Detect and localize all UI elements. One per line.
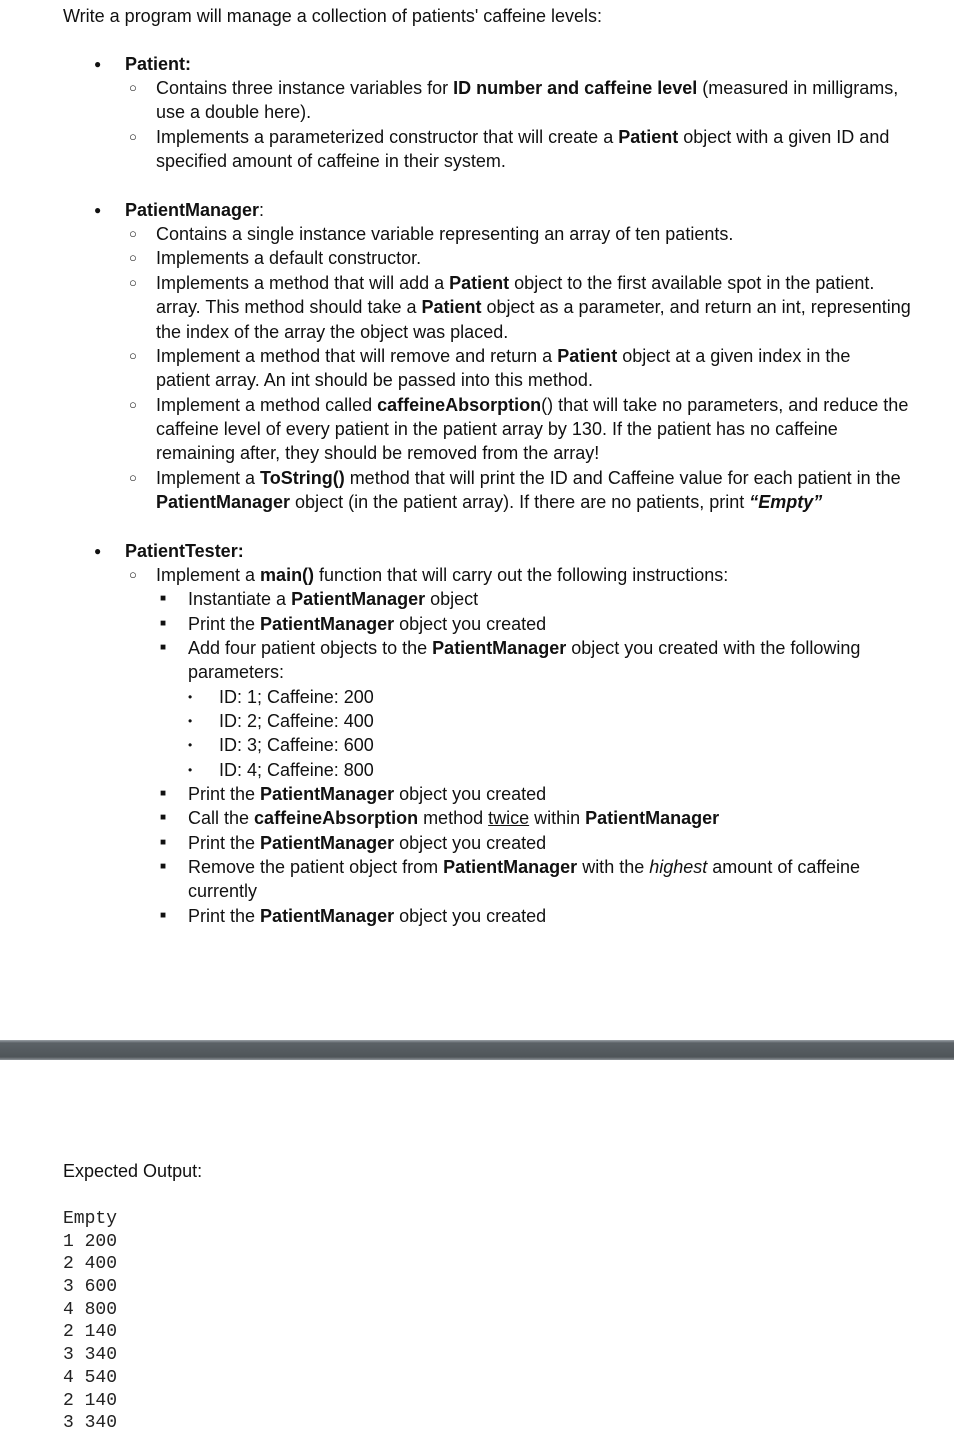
tester-step-3-line-2: parameters: — [188, 662, 285, 682]
bullet-square-icon: ■ — [160, 861, 167, 872]
manager-item-3-line-3: the index of the array the object was placed. — [156, 322, 509, 342]
patient-heading: Patient: — [125, 54, 192, 74]
output-line: 2 140 — [63, 1322, 118, 1343]
tester-step-1: Instantiate a PatientManager object — [188, 589, 479, 609]
bullet-circle-icon: ○ — [129, 275, 137, 290]
section-divider — [0, 1040, 954, 1060]
manager-item-4-line-2: patient array. An int should be passed into this method. — [156, 370, 593, 390]
bullet-dot-icon: ● — [94, 544, 102, 558]
output-line: 4 800 — [63, 1299, 118, 1320]
bullet-circle-icon: ○ — [129, 129, 137, 144]
tester-step-2: Print the PatientManager object you created — [188, 614, 547, 634]
manager-item-3-line-1: Implements a method that will add a Patient object to the first available spot in the patient. — [156, 273, 875, 293]
bullet-square-icon: ■ — [160, 910, 167, 921]
tester-step-5: Call the caffeineAbsorption method twice within PatientManager — [188, 808, 720, 828]
output-line: 3 340 — [63, 1345, 118, 1366]
output-line: 4 540 — [63, 1367, 118, 1388]
bullet-square-icon: ■ — [160, 788, 167, 799]
bullet-square-icon: ■ — [160, 812, 167, 823]
bullet-circle-icon: ○ — [129, 567, 137, 582]
bullet-circle-icon: ○ — [129, 80, 137, 95]
manager-item-4-line-1: Implement a method that will remove and return a Patient object at a given index in the — [156, 346, 851, 366]
patient-item-2-line-1: Implements a parameterized constructor that will create a Patient object with a given ID and — [156, 127, 890, 147]
tester-step-4: Print the PatientManager object you created — [188, 784, 547, 804]
param-item: ID: 3; Caffeine: 600 — [219, 735, 374, 755]
manager-item-2: Implements a default constructor. — [156, 248, 422, 268]
manager-item-5-line-2: caffeine level of every patient in the patient array by 130. If the patient has no caffeine — [156, 419, 838, 439]
patient-item-1-line-1: Contains three instance variables for ID number and caffeine level (measured in milligrams, — [156, 78, 899, 98]
tester-item-1: Implement a main() function that will carry out the following instructions: — [156, 565, 729, 585]
bullet-square-icon: ■ — [160, 642, 167, 653]
output-line: Empty — [63, 1209, 118, 1229]
expected-output-label: Expected Output: — [63, 1161, 203, 1181]
output-line: 1 200 — [63, 1231, 118, 1252]
bullet-square-icon: ■ — [160, 593, 167, 604]
tester-step-7-line-1: Remove the patient object from PatientManager with the highest amount of caffeine — [188, 857, 861, 877]
bullet-dot-icon: • — [188, 738, 193, 752]
bullet-dot-icon: ● — [94, 203, 102, 217]
manager-item-1: Contains a single instance variable representing an array of ten patients. — [156, 224, 734, 244]
param-item: ID: 1; Caffeine: 200 — [219, 687, 374, 707]
output-line: 3 600 — [63, 1277, 118, 1298]
manager-item-5-line-3: remaining after, they should be removed from the array! — [156, 443, 600, 463]
param-item: ID: 4; Caffeine: 800 — [219, 760, 374, 780]
manager-item-6-line-2: PatientManager object (in the patient array). If there are no patients, print “Empty” — [156, 492, 823, 512]
manager-item-3-line-2: array. This method should take a Patient object as a parameter, and return an int, representing — [156, 297, 911, 317]
tester-heading: PatientTester: — [125, 541, 244, 561]
bullet-dot-icon: ● — [94, 57, 102, 71]
output-line: 3 340 — [63, 1413, 118, 1434]
bullet-dot-icon: • — [188, 690, 193, 704]
tester-step-6: Print the PatientManager object you created — [188, 833, 547, 853]
output-line: 2 400 — [63, 1254, 118, 1275]
tester-step-7-line-2: currently — [188, 881, 258, 901]
bullet-dot-icon: • — [188, 714, 193, 728]
intro-text: Write a program will manage a collection of patients' caffeine levels: — [63, 6, 603, 26]
patient-item-2-line-2: specified amount of caffeine in their system. — [156, 151, 506, 171]
output-line: 2 140 — [63, 1390, 118, 1411]
bullet-circle-icon: ○ — [129, 470, 137, 485]
bullet-dot-icon: • — [188, 763, 193, 777]
manager-item-5-line-1: Implement a method called caffeineAbsorption() that will take no parameters, and reduce the — [156, 395, 909, 415]
bullet-circle-icon: ○ — [129, 250, 137, 265]
patient-item-1-line-2: use a double here). — [156, 102, 312, 122]
expected-output-block — [63, 1208, 117, 1435]
tester-step-8: Print the PatientManager object you created — [188, 906, 547, 926]
param-item: ID: 2; Caffeine: 400 — [219, 711, 374, 731]
bullet-square-icon: ■ — [160, 618, 167, 629]
bullet-circle-icon: ○ — [129, 397, 137, 412]
bullet-square-icon: ■ — [160, 837, 167, 848]
manager-item-6-line-1: Implement a ToString() method that will print the ID and Caffeine value for each patient in the — [156, 468, 901, 488]
tester-step-3-line-1: Add four patient objects to the PatientManager object you created with the following — [188, 638, 861, 658]
manager-heading: PatientManager: — [125, 200, 265, 220]
bullet-circle-icon: ○ — [129, 348, 137, 363]
bullet-circle-icon: ○ — [129, 226, 137, 241]
